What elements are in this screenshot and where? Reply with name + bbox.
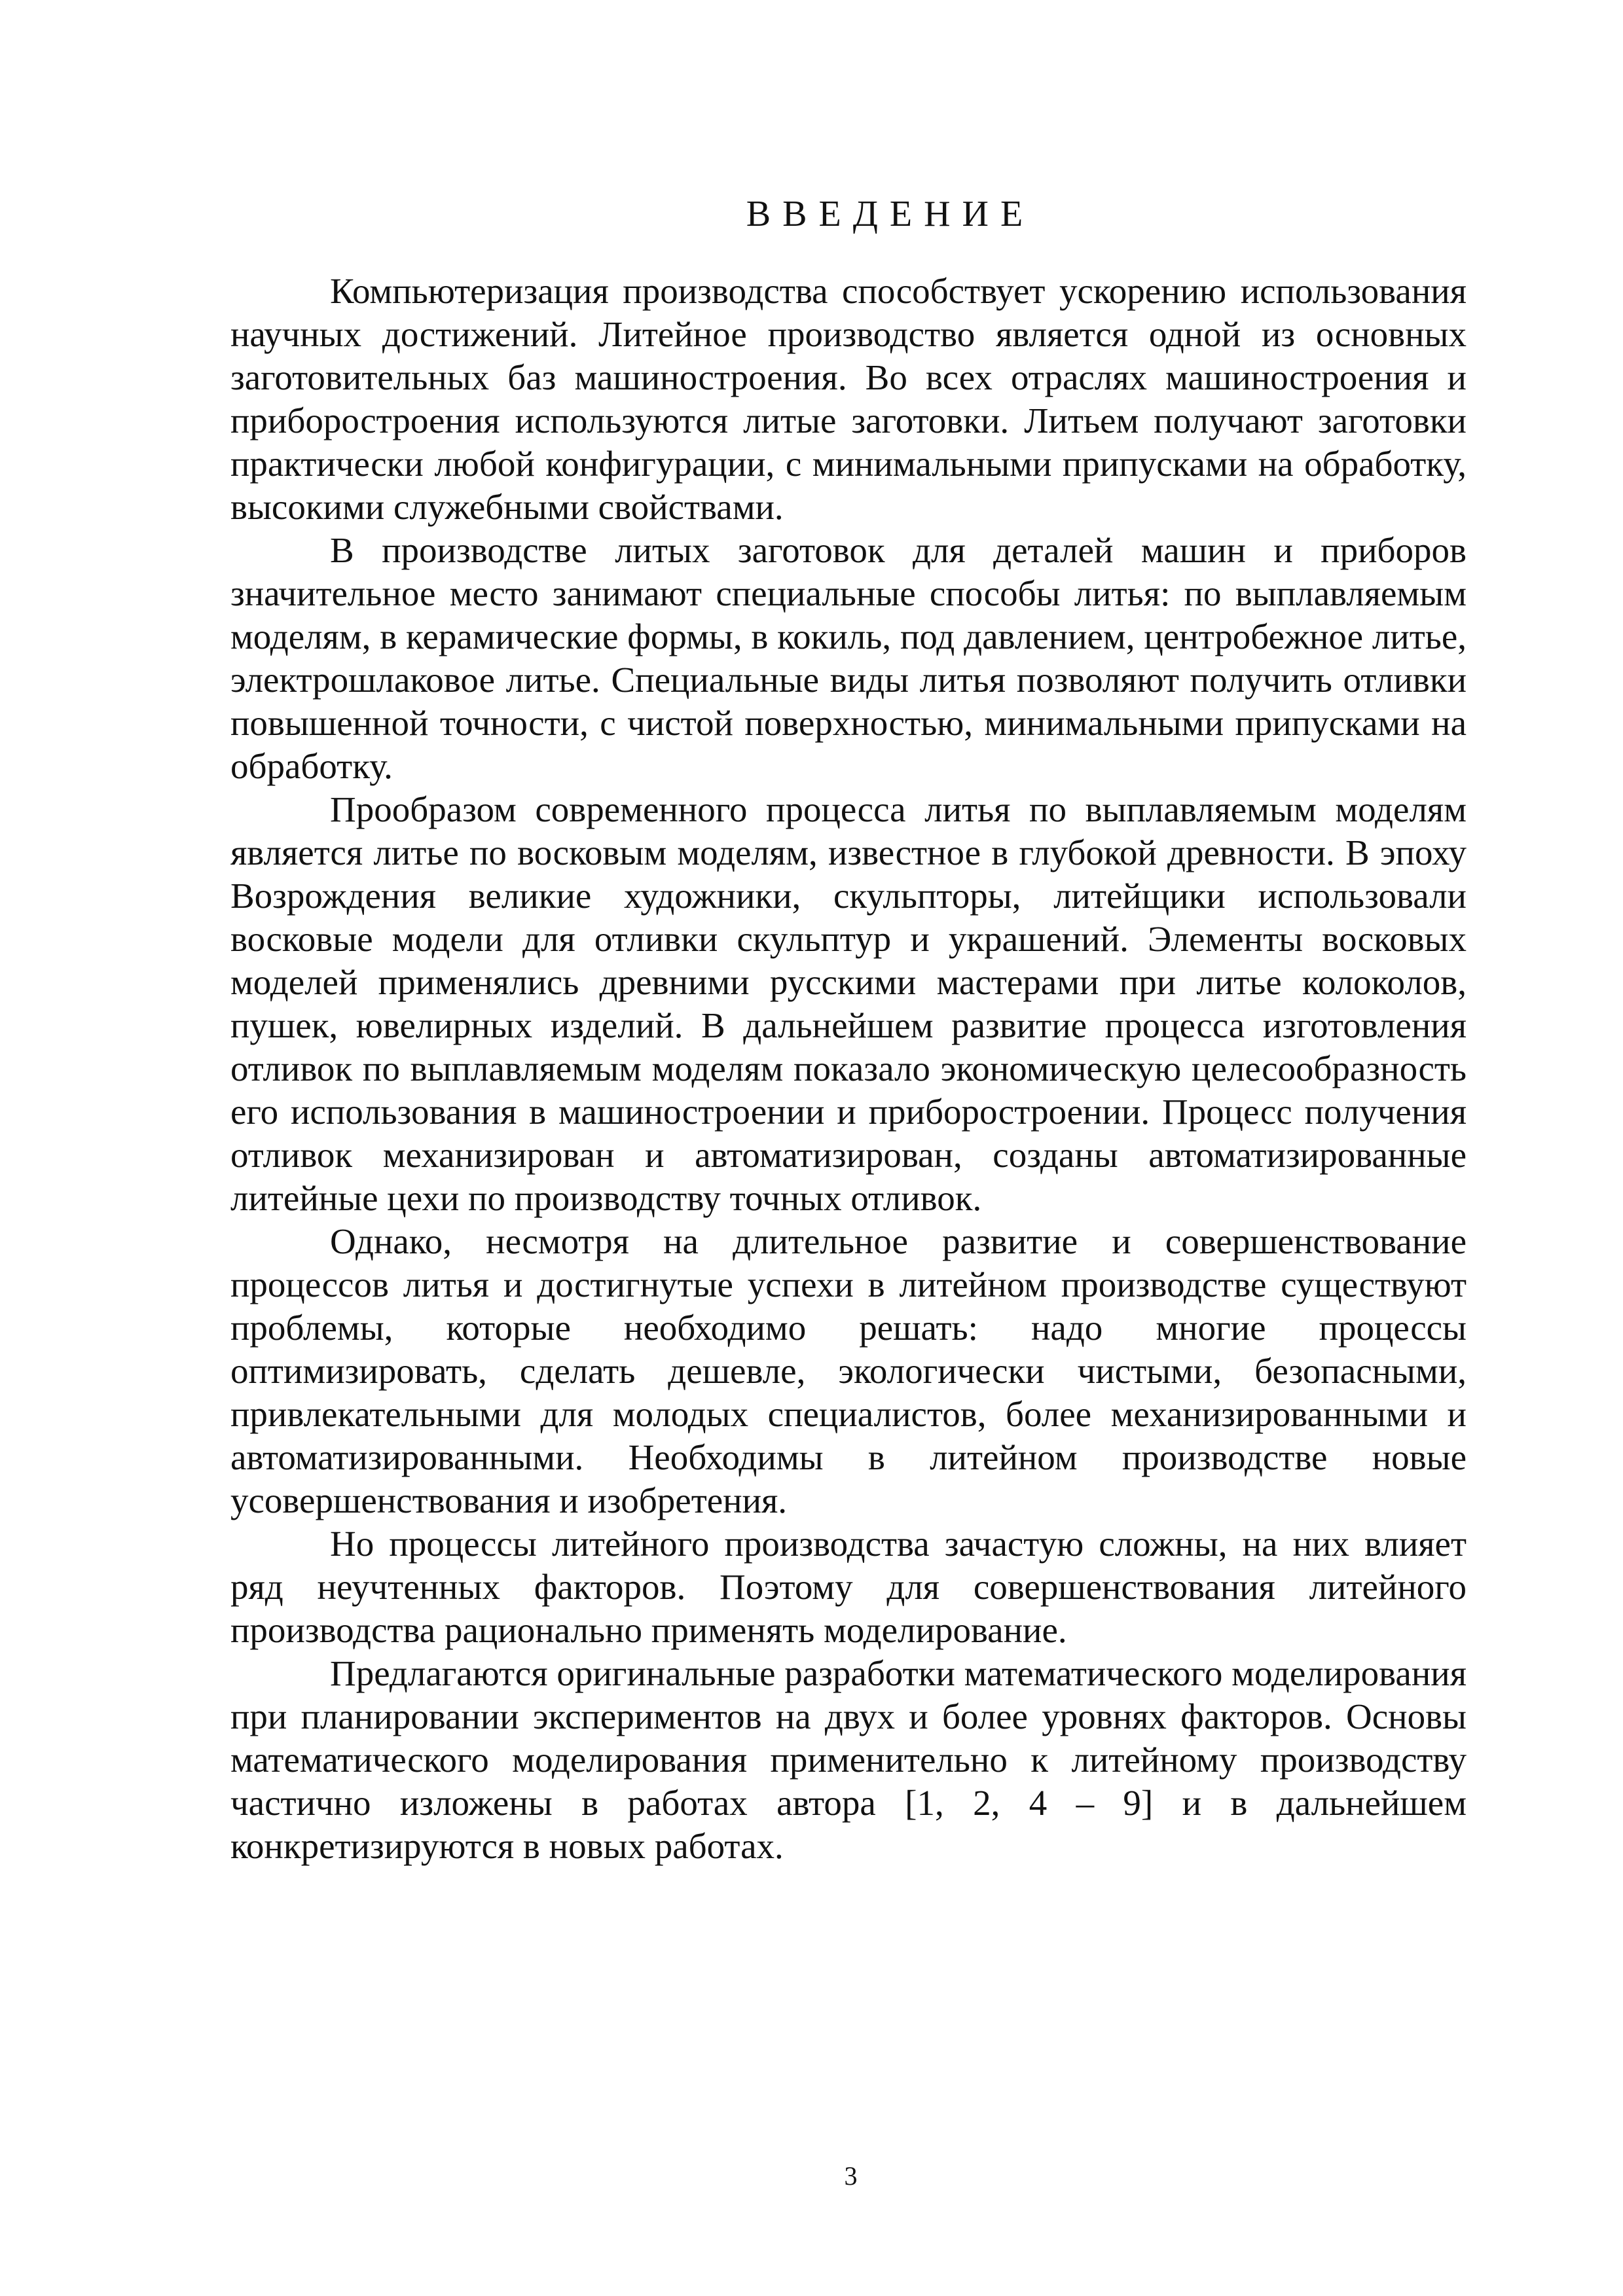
paragraph-5: Но процессы литейного производства зачастую сложны, на них влияет ряд неучтенных факторов. Поэтому для совершенствования литейного производства рационально применять моделирование.: [230, 1524, 1467, 1650]
page-title: ВВЕДЕНИЕ: [746, 194, 1035, 234]
paragraph-1: Компьютеризация производства способствует ускорению использования научных достижений. Литейное производство является одной из основных заготовительных баз машиностроения. Во всех отраслях машиностроения и приборостроения используются литые заготовки. Литьем получают заготовки практически любой конфигурации, с минимальными припусками на обработку, высокими служебными свойствами.: [230, 271, 1467, 527]
document-body: [230, 270, 1467, 1868]
paragraph-4: Однако, несмотря на длительное развитие и совершенствование процессов литья и достигнутые успехи в литейном производстве существуют проблемы, которые необходимо решать: надо многие процессы оптимизировать, сделать дешевле, экологически чистыми, безопасными, привлекательными для молодых специалистов, более механизированными и автоматизированными. Необходимы в литейном производстве новые усовершенствования и изобретения.: [230, 1221, 1467, 1520]
paragraph-6: Предлагаются оригинальные разработки математического моделирования при планировании экспериментов на двух и более уровнях факторов. Основы математического моделирования применительно к литейному производству частично изложены в работах автора [1, 2, 4 – 9] и в дальнейшем конкретизируются в новых работах.: [230, 1653, 1467, 1866]
page-number: 3: [844, 2161, 858, 2191]
paragraph-3: Прообразом современного процесса литья по выплавляемым моделям является литье по восковым моделям, известное в глубокой древности. В эпоху Возрождения великие художники, скульпторы, литейщики использовали восковые модели для отливки скульптур и украшений. Элементы восковых моделей применялись древними русскими мастерами при литье колоколов, пушек, ювелирных изделий. В дальнейшем развитие процесса изготовления отливок по выплавляемым моделям показало экономическую целесообразность его использования в машиностроении и приборостроении. Процесс получения отливок механизирован и автоматизирован, созданы автоматизированные литейные цехи по производству точных отливок.: [230, 789, 1467, 1218]
paragraph-2: В производстве литых заготовок для деталей машин и приборов значительное место занимают специальные способы литья: по выплавляемым моделям, в керамические формы, в кокиль, под давлением, центробежное литье, электрошлаковое литье. Специальные виды литья позволяют получить отливки повышенной точности, с чистой поверхностью, минимальными припусками на обработку.: [230, 530, 1467, 786]
